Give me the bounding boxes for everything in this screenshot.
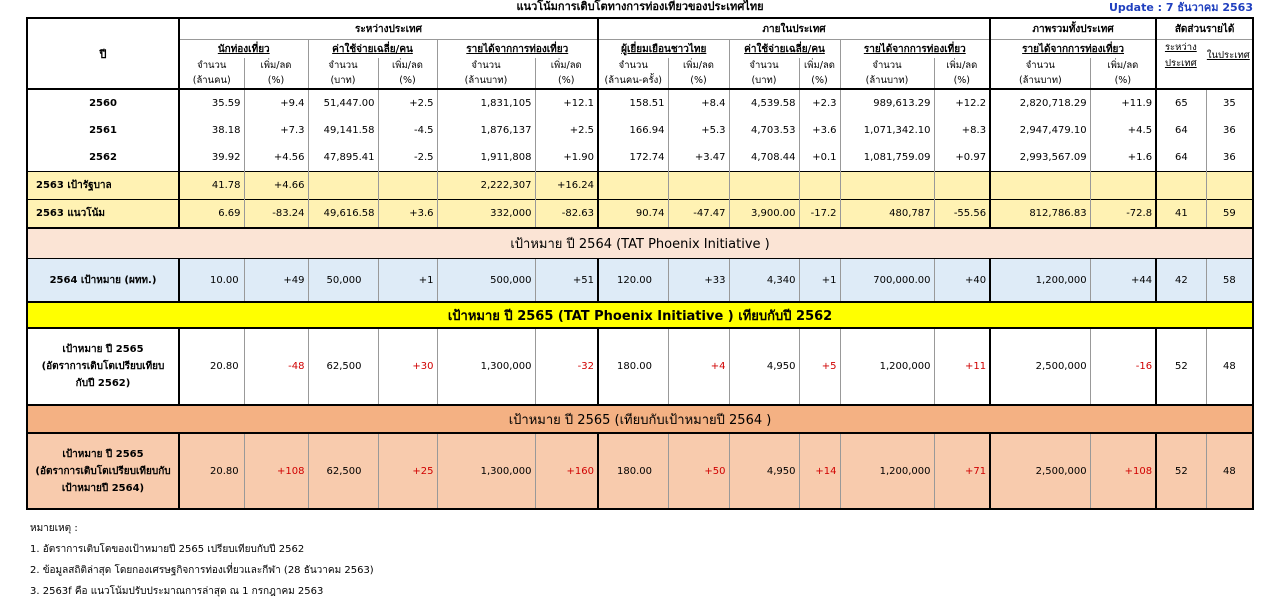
metric-dom-visitors: ผู้เยี่ยมเยือนชาวไทย <box>598 40 729 59</box>
share-intl-line1: ระหว่าง <box>1164 42 1197 53</box>
header-unit-row-2 <box>27 73 1253 89</box>
row-label-line: เป้าหมายปี 2564) <box>61 482 145 494</box>
row-label-line: เป้าหมาย ปี 2565 <box>62 344 144 355</box>
banner-2565a-row <box>27 302 1253 328</box>
pct-label: (%) <box>934 73 990 89</box>
dom-revenue: 700,000.00 <box>840 259 934 303</box>
dom-visitors: 90.74 <box>598 200 668 229</box>
row-2565-vs-2564 <box>27 433 1253 509</box>
row-label-line: เป้าหมาย ปี 2565 <box>62 448 144 460</box>
intl-spend: 49,141.58 <box>308 117 378 144</box>
header-group-row <box>27 18 1253 40</box>
dom-spend-change: +3.6 <box>799 117 840 144</box>
total-revenue: 2,500,000 <box>990 433 1090 509</box>
intl-spend-change: -2.5 <box>378 144 437 172</box>
share-intl: 64 <box>1156 117 1206 144</box>
header-unit-row-1 <box>27 58 1253 73</box>
dom-spend: 4,708.44 <box>729 144 799 172</box>
total-revenue-change: +44 <box>1090 259 1156 303</box>
intl-revenue: 1,831,105 <box>437 89 535 117</box>
year-label: 2563 เป้ารัฐบาล <box>27 172 179 200</box>
dom-visitors-change: -47.47 <box>668 200 729 229</box>
row-2565-vs-2562 <box>27 328 1253 405</box>
dom-revenue-change: +8.3 <box>934 117 990 144</box>
dom-revenue-change: +0.97 <box>934 144 990 172</box>
amount-label: จำนวน <box>729 58 799 73</box>
share-dom: 48 <box>1206 433 1253 509</box>
unit-label: (ล้านบาท) <box>990 73 1090 89</box>
year-label: 2562 <box>27 144 179 172</box>
share-dom: 36 <box>1206 117 1253 144</box>
total-revenue: 2,947,479.10 <box>990 117 1090 144</box>
year-label <box>27 328 179 405</box>
intl-revenue-change: +16.24 <box>535 172 598 200</box>
intl-spend: 49,616.58 <box>308 200 378 229</box>
dom-visitors-change <box>668 172 729 200</box>
share-intl: 52 <box>1156 433 1206 509</box>
unit-label: (บาท) <box>308 73 378 89</box>
intl-spend: 51,447.00 <box>308 89 378 117</box>
dom-visitors: 120.00 <box>598 259 668 303</box>
dom-revenue-change: +71 <box>934 433 990 509</box>
intl-revenue: 1,876,137 <box>437 117 535 144</box>
intl-revenue: 1,911,808 <box>437 144 535 172</box>
intl-revenue: 500,000 <box>437 259 535 303</box>
tourism-table <box>26 17 1254 510</box>
intl-revenue: 1,300,000 <box>437 328 535 405</box>
total-revenue: 2,500,000 <box>990 328 1090 405</box>
change-label: เพิ่ม/ลด <box>244 58 308 73</box>
dom-visitors-change: +4 <box>668 328 729 405</box>
amount-label: จำนวน <box>840 58 934 73</box>
row-2564-target <box>27 259 1253 303</box>
change-label: เพิ่ม/ลด <box>799 58 840 73</box>
pct-label: (%) <box>535 73 598 89</box>
intl-tourists-change: +9.4 <box>244 89 308 117</box>
intl-spend: 62,500 <box>308 328 378 405</box>
row-2562 <box>27 144 1253 172</box>
intl-tourists-change: -83.24 <box>244 200 308 229</box>
banner-2565-vs-2564: เป้าหมาย ปี 2565 (เทียบกับเป้าหมายปี 2564 ) <box>27 405 1253 433</box>
intl-spend-change: -4.5 <box>378 117 437 144</box>
total-revenue-change: -16 <box>1090 328 1156 405</box>
dom-revenue: 1,200,000 <box>840 328 934 405</box>
share-intl-header <box>1157 40 1205 72</box>
intl-tourists-change: +49 <box>244 259 308 303</box>
banner-2564: เป้าหมาย ปี 2564 (TAT Phoenix Initiative ) <box>27 228 1253 259</box>
metric-dom-revenue: รายได้จากการท่องเที่ยว <box>840 40 990 59</box>
header-international: ระหว่างประเทศ <box>179 18 598 40</box>
total-revenue-change: +4.5 <box>1090 117 1156 144</box>
dom-visitors-change: +33 <box>668 259 729 303</box>
dom-visitors: 172.74 <box>598 144 668 172</box>
update-date: Update : 7 ธันวาคม 2563 <box>1108 1 1253 14</box>
share-dom: 58 <box>1206 259 1253 303</box>
notes-heading: หมายเหตุ : <box>30 523 78 534</box>
unit-label: (ล้านบาท) <box>840 73 934 89</box>
row-label-line: กับปี 2562) <box>75 378 131 389</box>
intl-revenue-change: -82.63 <box>535 200 598 229</box>
notes <box>30 518 374 602</box>
row-2560 <box>27 89 1253 117</box>
dom-spend <box>729 172 799 200</box>
dom-spend-change: +5 <box>799 328 840 405</box>
intl-spend-change: +1 <box>378 259 437 303</box>
total-revenue: 1,200,000 <box>990 259 1090 303</box>
share-dom-header: ในประเทศ <box>1206 50 1250 61</box>
share-dom: 35 <box>1206 89 1253 117</box>
dom-revenue-change: +40 <box>934 259 990 303</box>
pct-label: (%) <box>244 73 308 89</box>
unit-label: (บาท) <box>729 73 799 89</box>
total-revenue <box>990 172 1090 200</box>
intl-revenue: 2,222,307 <box>437 172 535 200</box>
year-label <box>27 433 179 509</box>
dom-revenue: 989,613.29 <box>840 89 934 117</box>
total-revenue: 2,820,718.29 <box>990 89 1090 117</box>
pct-label: (%) <box>1090 73 1156 89</box>
dom-revenue: 480,787 <box>840 200 934 229</box>
row-2563-government-target <box>27 172 1253 200</box>
amount-label: จำนวน <box>598 58 668 73</box>
header-domestic: ภายในประเทศ <box>598 18 990 40</box>
page-title: แนวโน้มการเติบโตทางการท่องเที่ยวของประเทศไทย <box>516 0 764 13</box>
dom-revenue-change: -55.56 <box>934 200 990 229</box>
dom-spend: 4,950 <box>729 328 799 405</box>
amount-label: จำนวน <box>990 58 1090 73</box>
year-label: 2564 เป้าหมาย (ผทท.) <box>27 259 179 303</box>
amount-label: จำนวน <box>308 58 378 73</box>
share-dom: 36 <box>1206 144 1253 172</box>
note-3: 3. 2563f คือ แนวโน้มปรับประมาณการล่าสุด ณ 1 กรกฎาคม 2563 <box>30 586 324 597</box>
dom-visitors-change: +5.3 <box>668 117 729 144</box>
dom-revenue: 1,071,342.10 <box>840 117 934 144</box>
intl-spend-change: +2.5 <box>378 89 437 117</box>
total-revenue-change: +1.6 <box>1090 144 1156 172</box>
intl-tourists: 38.18 <box>179 117 244 144</box>
amount-label: จำนวน <box>179 58 244 73</box>
change-label: เพิ่ม/ลด <box>1090 58 1156 73</box>
pct-label: (%) <box>378 73 437 89</box>
dom-spend: 4,703.53 <box>729 117 799 144</box>
note-2: 2. ข้อมูลสถิติล่าสุด โดยกองเศรษฐกิจการท่องเที่ยวและกีฬา (28 ธันวาคม 2563) <box>30 565 374 576</box>
share-intl: 42 <box>1156 259 1206 303</box>
dom-visitors: 180.00 <box>598 328 668 405</box>
dom-spend-change <box>799 172 840 200</box>
dom-revenue: 1,200,000 <box>840 433 934 509</box>
intl-tourists: 39.92 <box>179 144 244 172</box>
dom-visitors-change: +3.47 <box>668 144 729 172</box>
note-1: 1. อัตราการเติบโตของเป้าหมายปี 2565 เปรียบเทียบกับปี 2562 <box>30 544 305 555</box>
share-intl <box>1156 172 1206 200</box>
intl-revenue: 332,000 <box>437 200 535 229</box>
intl-revenue-change: +51 <box>535 259 598 303</box>
intl-spend <box>308 172 378 200</box>
dom-revenue-change: +12.2 <box>934 89 990 117</box>
change-label: เพิ่ม/ลด <box>934 58 990 73</box>
total-revenue-change: -72.8 <box>1090 200 1156 229</box>
dom-spend-change: +2.3 <box>799 89 840 117</box>
intl-tourists: 35.59 <box>179 89 244 117</box>
intl-spend: 50,000 <box>308 259 378 303</box>
intl-spend: 62,500 <box>308 433 378 509</box>
metric-total-revenue: รายได้จากการท่องเที่ยว <box>990 40 1156 59</box>
intl-tourists: 41.78 <box>179 172 244 200</box>
dom-visitors: 180.00 <box>598 433 668 509</box>
banner-2564-row <box>27 228 1253 259</box>
change-label: เพิ่ม/ลด <box>668 58 729 73</box>
year-label: 2561 <box>27 117 179 144</box>
share-dom <box>1206 172 1253 200</box>
share-intl: 64 <box>1156 144 1206 172</box>
dom-revenue-change <box>934 172 990 200</box>
pct-label: (%) <box>799 73 840 89</box>
header-income-share: สัดส่วนรายได้ <box>1156 18 1253 40</box>
dom-spend: 3,900.00 <box>729 200 799 229</box>
share-intl: 65 <box>1156 89 1206 117</box>
unit-label: (ล้านคน-ครั้ง) <box>598 73 668 89</box>
intl-tourists-change: -48 <box>244 328 308 405</box>
intl-spend-change: +25 <box>378 433 437 509</box>
amount-label: จำนวน <box>437 58 535 73</box>
total-revenue-change <box>1090 172 1156 200</box>
share-header <box>1156 40 1253 90</box>
metric-intl-tourists: นักท่องเที่ยว <box>179 40 308 59</box>
metric-intl-revenue: รายได้จากการท่องเที่ยว <box>437 40 598 59</box>
metric-intl-spend: ค่าใช้จ่ายเฉลี่ย/คน <box>308 40 437 59</box>
intl-spend-change <box>378 172 437 200</box>
dom-spend-change: +1 <box>799 259 840 303</box>
share-intl: 52 <box>1156 328 1206 405</box>
dom-visitors-change: +50 <box>668 433 729 509</box>
row-2563-trend <box>27 200 1253 229</box>
intl-tourists-change: +108 <box>244 433 308 509</box>
header-metric-row <box>27 40 1253 59</box>
metric-dom-spend: ค่าใช้จ่ายเฉลี่ย/คน <box>729 40 840 59</box>
banner-2565b-row <box>27 405 1253 433</box>
dom-spend-change: +14 <box>799 433 840 509</box>
intl-tourists: 6.69 <box>179 200 244 229</box>
change-label: เพิ่ม/ลด <box>535 58 598 73</box>
dom-visitors: 166.94 <box>598 117 668 144</box>
dom-spend: 4,340 <box>729 259 799 303</box>
year-header: ปี <box>27 18 179 89</box>
banner-2565-vs-2562: เป้าหมาย ปี 2565 (TAT Phoenix Initiative ) เทียบกับปี 2562 <box>27 302 1253 328</box>
share-intl-line2: ประเทศ <box>1164 58 1197 69</box>
dom-revenue-change: +11 <box>934 328 990 405</box>
dom-spend: 4,539.58 <box>729 89 799 117</box>
row-label-line: (อัตราการเติบโตเปรียบเทียบ <box>41 361 165 372</box>
share-dom: 48 <box>1206 328 1253 405</box>
year-label: 2560 <box>27 89 179 117</box>
dom-visitors: 158.51 <box>598 89 668 117</box>
intl-tourists-change: +4.56 <box>244 144 308 172</box>
intl-revenue-change: +160 <box>535 433 598 509</box>
unit-label: (ล้านบาท) <box>437 73 535 89</box>
intl-spend: 47,895.41 <box>308 144 378 172</box>
row-label-line: (อัตราการเติบโตเปรียบเทียบกับ <box>35 465 171 477</box>
intl-tourists-change: +4.66 <box>244 172 308 200</box>
intl-spend-change: +30 <box>378 328 437 405</box>
intl-spend-change: +3.6 <box>378 200 437 229</box>
share-intl: 41 <box>1156 200 1206 229</box>
header-overall: ภาพรวมทั้งประเทศ <box>990 18 1156 40</box>
intl-revenue: 1,300,000 <box>437 433 535 509</box>
dom-revenue <box>840 172 934 200</box>
share-dom: 59 <box>1206 200 1253 229</box>
total-revenue: 2,993,567.09 <box>990 144 1090 172</box>
pct-label: (%) <box>668 73 729 89</box>
change-label: เพิ่ม/ลด <box>378 58 437 73</box>
dom-visitors <box>598 172 668 200</box>
intl-tourists-change: +7.3 <box>244 117 308 144</box>
dom-revenue: 1,081,759.09 <box>840 144 934 172</box>
intl-revenue-change: +12.1 <box>535 89 598 117</box>
total-revenue-change: +11.9 <box>1090 89 1156 117</box>
total-revenue: 812,786.83 <box>990 200 1090 229</box>
dom-visitors-change: +8.4 <box>668 89 729 117</box>
year-label: 2563 แนวโน้ม <box>27 200 179 229</box>
intl-tourists: 20.80 <box>179 328 244 405</box>
intl-tourists: 10.00 <box>179 259 244 303</box>
dom-spend: 4,950 <box>729 433 799 509</box>
row-2561 <box>27 117 1253 144</box>
intl-revenue-change: +1.90 <box>535 144 598 172</box>
intl-revenue-change: -32 <box>535 328 598 405</box>
total-revenue-change: +108 <box>1090 433 1156 509</box>
intl-revenue-change: +2.5 <box>535 117 598 144</box>
dom-spend-change: -17.2 <box>799 200 840 229</box>
dom-spend-change: +0.1 <box>799 144 840 172</box>
intl-tourists: 20.80 <box>179 433 244 509</box>
unit-label: (ล้านคน) <box>179 73 244 89</box>
